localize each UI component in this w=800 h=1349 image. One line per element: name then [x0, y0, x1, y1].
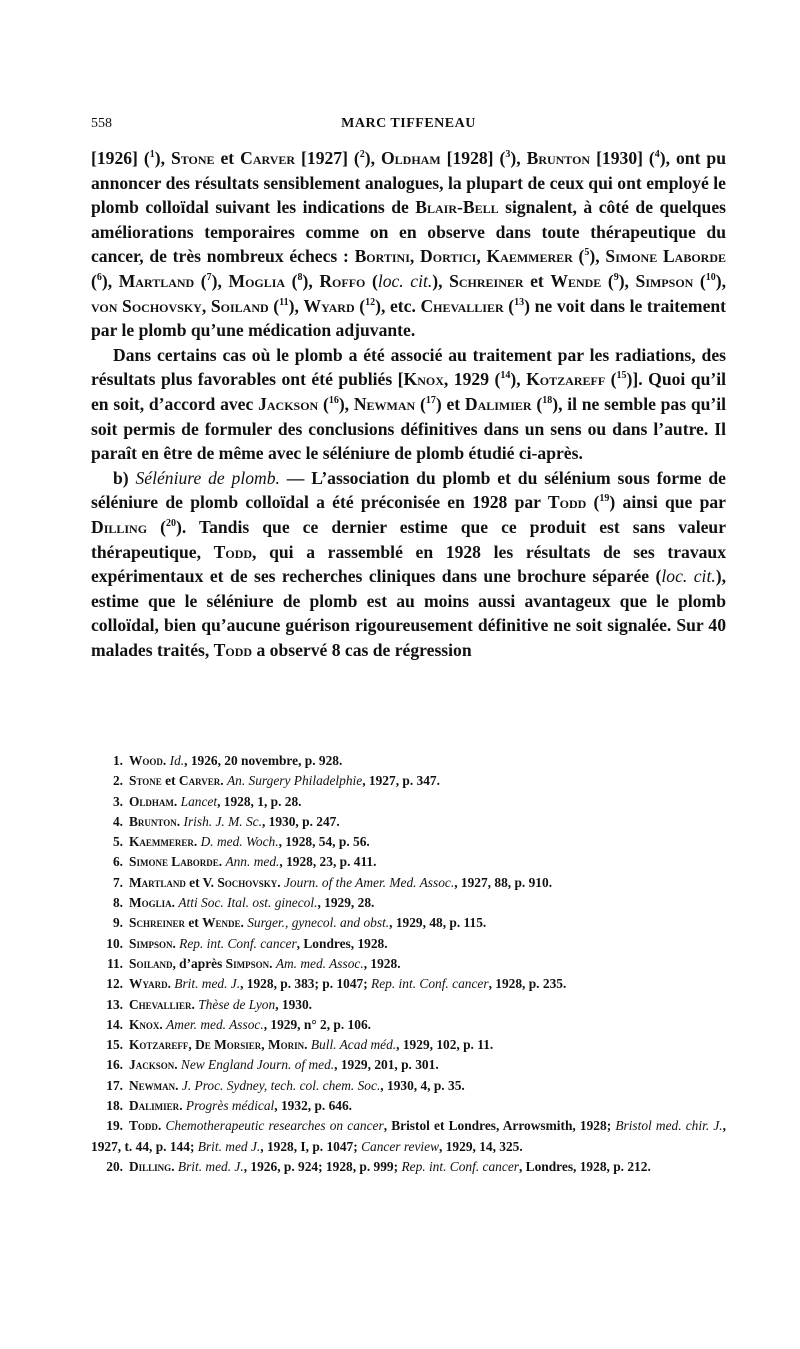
footnote-number: 9. [112, 915, 123, 931]
footnote-text: Wood. Id., 1926, 20 novembre, p. 928. [129, 753, 343, 768]
footnote-text: Oldham. Lancet, 1928, 1, p. 28. [129, 793, 302, 809]
footnote-4 [91, 812, 726, 832]
footnote-text: Dalimier. Progrès médical, 1932, p. 646. [129, 1098, 353, 1114]
footnote-15 [91, 1035, 726, 1055]
running-title: MARC TIFFENEAU [341, 116, 476, 131]
footnote-9 [91, 913, 726, 933]
footnote-20 [91, 1157, 726, 1177]
footnote-text: Stone et Carver. An. Surgery Philadelphie, 1927, p. 347. [129, 773, 440, 789]
footnote-text: Jackson. New England Journ. of med., 1929, 201, p. 301. [129, 1057, 439, 1073]
footnote-number: 8. [112, 895, 123, 911]
footnote-3 [91, 792, 726, 812]
footnote-number: 14. [106, 1016, 123, 1032]
footnote-number: 15. [106, 1037, 123, 1053]
paragraph-3: b) Séléniure de plomb. — L’association du plomb et du sélénium sous forme de séléniure de plomb colloïdal a été préconisée en 1928 par Todd ($^{19}$) ainsi que par Dilling ($^{20}$). Tandis que ce dernier estime que ce produit est sans valeur thérapeutique, Todd, qui a rassemblé en 1928 les résultats de ses travaux expérimentaux et de ses recherches cliniques dans une brochure séparée (loc. cit.), estime que le séléniure de plomb est au moins aussi avantageux que le plomb colloïdal, bien qu’aucune guérison rigoureusement définitive ne soit signalée. Sur 40 malades traités, Todd a observé 8 cas de régression [91, 467, 727, 660]
footnote-number: 11. [107, 955, 123, 971]
footnote-text: Wyard. Brit. med. J., 1928, p. 383; p. 1047; Rep. int. Conf. cancer, 1928, p. 235. [129, 976, 567, 992]
footnote-number: 4. [112, 813, 123, 829]
footnote-number: 12. [106, 976, 123, 992]
footnote-number: 13. [106, 996, 123, 1012]
footnote-text: Simpson. Rep. int. Conf. cancer, Londres, 1928. [129, 935, 388, 951]
footnote-2 [91, 771, 726, 791]
footnote-number: 7. [112, 874, 123, 890]
footnote-number: 18. [106, 1098, 123, 1114]
footnote-text: Schreiner et Wende. Surger., gynecol. and obst., 1929, 48, p. 115. [129, 915, 487, 931]
footnote-number: 3. [112, 793, 123, 809]
footnote-number: 16. [106, 1057, 123, 1073]
footnote-number: 2. [112, 773, 123, 789]
footnote-text: Kotzareff, De Morsier, Morin. Bull. Acad méd., 1929, 102, p. 11. [129, 1037, 494, 1053]
footnote-18 [91, 1096, 726, 1116]
footnote-1 [91, 751, 726, 771]
footnote-number: 20. [106, 1158, 123, 1174]
footnote-7 [91, 873, 726, 893]
paragraph-1: [1926] ($^1$), Stone et Carver [1927] ($^2$), Oldham [1928] ($^3$), Brunton [1930] ($^4$), ont pu annoncer des résultats sensiblement analogues, la plupart de ceux qui ont employé le plomb colloïdal suivant les indications de Blair-Bell signalent, à côté de quelques améliorations temporaires comme on en observe dans toute thérapeutique du cancer, de très nombreux échecs : Bortini, Dortici, Kaemmerer ($^5$), Simone Laborde ($^6$), Martland ($^7$), Moglia ($^8$), Roffo (loc. cit.), Schreiner et Wende ($^9$), Simpson ($^{10}$), von Sochovsky, Soiland ($^{11}$), Wyard ($^{12}$), etc. Chevallier ($^{13}$) ne voit dans le traitement par le plomb qu’une médication adjuvante. [91, 148, 727, 341]
footnote-8 [91, 893, 726, 913]
footnotes [91, 751, 726, 1177]
running-header [91, 116, 726, 136]
footnote-17 [91, 1076, 726, 1096]
footnote-text: Kaemmerer. D. med. Woch., 1928, 54, p. 56. [129, 834, 370, 850]
footnote-6 [91, 852, 726, 872]
footnote-11 [91, 954, 726, 974]
page-number: 558 [91, 116, 112, 131]
paragraph-2: Dans certains cas où le plomb a été associé au traitement par les radiations, des résultats plus favorables ont été publiés [Knox, 1929 ($^{14}$), Kotzareff ($^{15}$)]. Quoi qu’il en soit, d’accord avec Jackson ($^{16}$), Newman ($^{17}$) et Dalimier ($^{18}$), il ne semble pas qu’il soit permis de formuler des conclusions définitives dans un sens ou dans l’autre. Il paraît en être de même avec le séléniure de plomb étudié ci-après. [91, 344, 727, 464]
footnote-10 [91, 934, 726, 954]
footnote-12 [91, 974, 726, 994]
footnote-text: Chevallier. Thèse de Lyon, 1930. [129, 996, 313, 1012]
footnote-text: Todd. Chemotherapeutic researches on cancer, Bristol et Londres, Arrowsmith, 1928; Bristol med. chir. J., 1927, t. 44, p. 144; Brit. med J., 1928, I, p. 1047; Cancer review, 1929, 14, 325. [91, 1118, 726, 1154]
body-text [91, 146, 726, 662]
footnote-14 [91, 1015, 726, 1035]
footnote-number: 17. [106, 1077, 123, 1093]
footnote-text: Soiland, d’après Simpson. Am. med. Assoc., 1928. [129, 955, 401, 971]
footnote-text: Moglia. Atti Soc. Ital. ost. ginecol., 1929, 28. [129, 895, 375, 911]
footnote-number: 6. [112, 854, 123, 870]
footnote-19 [91, 1116, 726, 1157]
footnote-number: 5. [112, 834, 123, 850]
footnote-text: Knox. Amer. med. Assoc., 1929, n° 2, p. 106. [129, 1016, 371, 1032]
footnote-5 [91, 832, 726, 852]
footnote-text: Dilling. Brit. med. J., 1926, p. 924; 1928, p. 999; Rep. int. Conf. cancer, Londres, 1928, p. 212. [129, 1158, 651, 1174]
footnote-text: Brunton. Irish. J. M. Sc., 1930, p. 247. [129, 813, 340, 829]
footnote-16 [91, 1055, 726, 1075]
footnote-number: 10. [106, 935, 123, 951]
footnote-13 [91, 995, 726, 1015]
footnote-text: Martland et V. Sochovsky. Journ. of the Amer. Med. Assoc., 1927, 88, p. 910. [129, 874, 553, 890]
footnote-number: 1. [112, 753, 123, 768]
footnote-number: 19. [106, 1118, 123, 1134]
footnote-text: Simone Laborde. Ann. med., 1928, 23, p. 411. [129, 854, 377, 870]
footnote-text: Newman. J. Proc. Sydney, tech. col. chem. Soc., 1930, 4, p. 35. [129, 1077, 465, 1093]
